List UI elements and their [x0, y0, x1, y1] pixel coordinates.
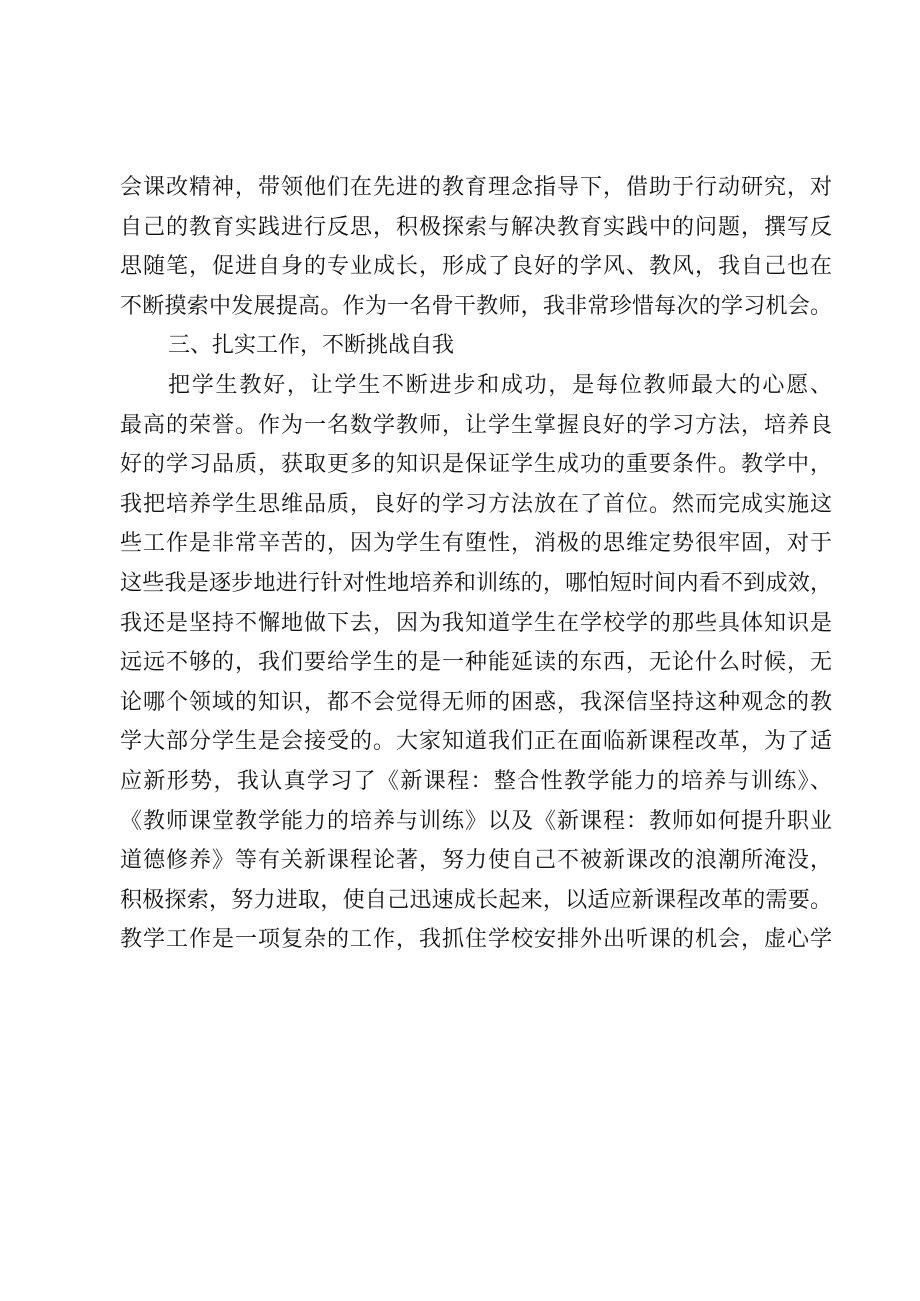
paragraph-line-11: 这些我是逐步地进行针对性地培养和训练的，哪怕短时间内看不到成效，	[120, 570, 832, 596]
paragraph-line-6: 把学生教好，让学生不断进步和成功，是每位教师最大的心愿、	[168, 372, 832, 398]
paragraph-line-19: 积极探索，努力进取，使自己迅速成长起来，以适应新课程改革的需要。	[120, 887, 832, 913]
paragraph-line-20: 教学工作是一项复杂的工作，我抓住学校安排外出听课的机会，虚心学	[120, 927, 832, 953]
paragraph-line-14: 论哪个领域的知识，都不会觉得无师的困惑，我深信坚持这种观念的教	[120, 689, 832, 715]
document-body	[120, 168, 832, 960]
paragraph-line-4: 不断摸索中发展提高。作为一名骨干教师，我非常珍惜每次的学习机会。	[120, 293, 832, 319]
paragraph-line-9: 我把培养学生思维品质，良好的学习方法放在了首位。然而完成实施这	[120, 491, 832, 517]
paragraph-line-15: 学大部分学生是会接受的。大家知道我们正在面临新课程改革，为了适	[120, 729, 832, 755]
paragraph-line-16: 应新形势，我认真学习了《新课程：整合性教学能力的培养与训练》、	[120, 768, 832, 794]
paragraph-line-13: 远远不够的，我们要给学生的是一种能延读的东西，无论什么时候，无	[120, 650, 832, 676]
paragraph-line-7: 最高的荣誉。作为一名数学教师，让学生掌握良好的学习方法，培养良	[120, 412, 832, 438]
paragraph-line-10: 些工作是非常辛苦的，因为学生有堕性，消极的思维定势很牢固，对于	[120, 531, 832, 557]
paragraph-line-17: 《教师课堂教学能力的培养与训练》以及《新课程：教师如何提升职业	[120, 808, 832, 834]
section-heading: 三、扎实工作，不断挑战自我	[168, 333, 455, 359]
paragraph-line-1: 会课改精神，带领他们在先进的教育理念指导下，借助于行动研究，对	[120, 175, 832, 200]
paragraph-line-2: 自己的教育实践进行反思，积极探索与解决教育实践中的问题，撰写反	[120, 214, 832, 240]
paragraph-line-12: 我还是坚持不懈地做下去，因为我知道学生在学校学的那些具体知识是	[120, 610, 832, 636]
paragraph-line-18: 道德修养》等有关新课程论著，努力使自己不被新课改的浪潮所淹没，	[120, 848, 832, 874]
paragraph-line-3: 思随笔，促进自身的专业成长，形成了良好的学风、教风，我自己也在	[120, 254, 832, 280]
paragraph-line-8: 好的学习品质，获取更多的知识是保证学生成功的重要条件。教学中，	[120, 452, 832, 478]
